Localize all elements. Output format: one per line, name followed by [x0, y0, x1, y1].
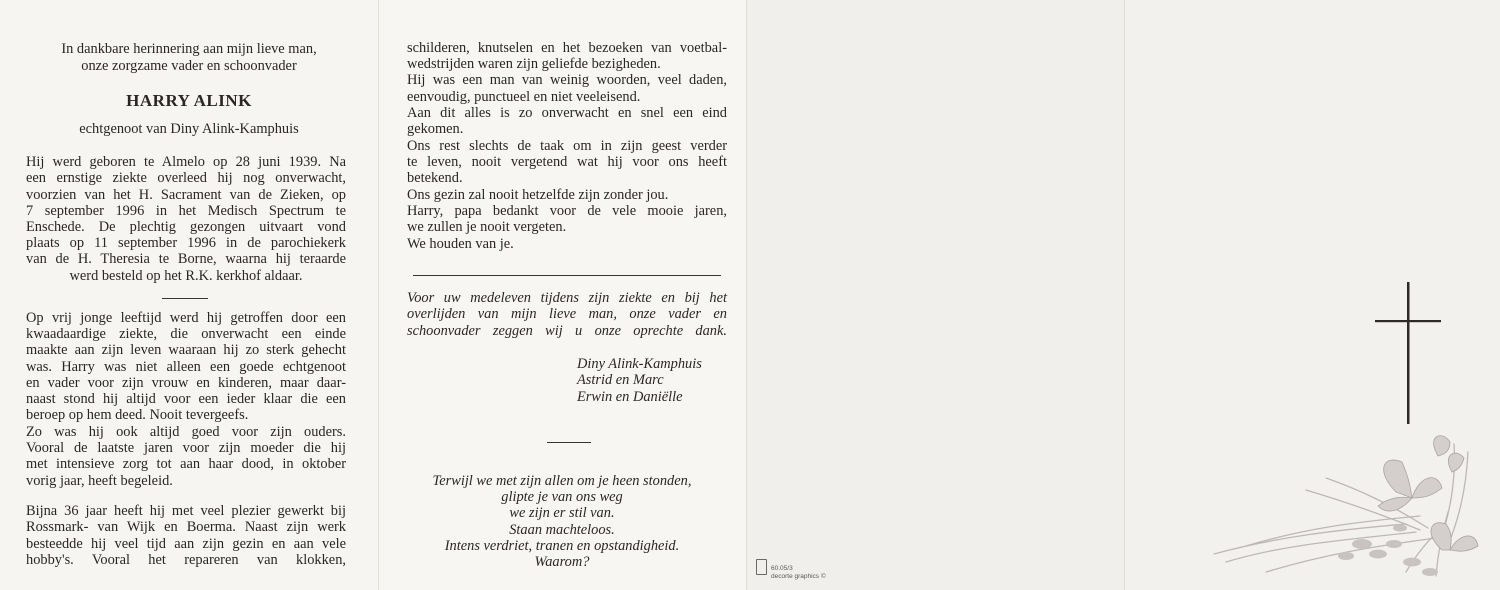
text-line: Zo was hij ook altijd goed voor zijn ouders.: [26, 424, 346, 440]
divider: [162, 298, 208, 299]
text-line: maakte aan zijn leven waaraan hij zo sterk gehecht: [26, 342, 346, 358]
text-line: werd besteld op het R.K. kerkhof aldaar.: [69, 268, 303, 284]
intro-line: In dankbare herinnering aan mijn lieve man,: [61, 41, 317, 57]
text-line: Bijna 36 jaar heeft hij met veel plezier gewerkt bij: [26, 503, 346, 519]
fold-line: [1124, 0, 1125, 590]
text-line: voorzien van het H. Sacrament van de Zieken, op: [26, 187, 346, 203]
cross-icon: [1370, 280, 1446, 426]
text-line: Vooral de laatste jaren voor zijn moeder die hij: [26, 440, 346, 456]
text-line: en vader voor zijn vrouw en kinderen, maar daar-: [26, 375, 346, 391]
text-line: Hij was een man van weinig woorden, veel daden,: [407, 72, 727, 88]
text-line: Enschede. De plechtig gezongen uitvaart vond: [26, 219, 346, 235]
spouse-line: echtgenoot van Diny Alink-Kamphuis: [79, 121, 299, 137]
text-line: Ons rest slechts de taak om in zijn geest verder: [407, 138, 727, 154]
poem-line: Terwijl we met zijn allen om je heen stonden,: [432, 473, 692, 489]
thanks-line: Voor uw medeleven tijdens zijn ziekte en bij het: [407, 290, 727, 306]
printer-logo-icon: [756, 559, 767, 575]
text-line: een ernstige ziekte overleed hij nog onverwacht,: [26, 170, 346, 186]
poem-line: Waarom?: [534, 554, 590, 570]
text-line: hobby's. Vooral het repareren van klokken,: [26, 552, 346, 568]
signature-line: Erwin en Daniëlle: [577, 389, 683, 405]
text-line: Ons gezin zal nooit hetzelfde zijn zonder jou.: [407, 187, 669, 203]
text-line: te leven, nooit vergetend wat hij voor ons heeft: [407, 154, 727, 170]
divider: [413, 275, 721, 276]
text-line: met intensieve zorg tot aan haar dood, in oktober: [26, 456, 346, 472]
printer-code: 60.05/3: [771, 565, 793, 572]
text-line: was. Harry was niet alleen een goede echtgenoot: [26, 359, 346, 375]
text-line: Hij werd geboren te Almelo op 28 juni 1939. Na: [26, 154, 346, 170]
fold-line: [746, 0, 747, 590]
text-line: plaats op 11 september 1996 in de parochiekerk: [26, 235, 346, 251]
text-line: gekomen.: [407, 121, 464, 137]
divider: [547, 442, 591, 443]
text-line: beroep op hem deed. Nooit tevergeefs.: [26, 407, 249, 423]
thanks-line: schoonvader zeggen wij u onze oprechte dank.: [407, 323, 727, 339]
poem-line: glipte je van ons weg: [501, 489, 623, 505]
poem-line: we zijn er stil van.: [509, 505, 615, 521]
text-line: 7 september 1996 in het Medisch Spectrum te: [26, 203, 346, 219]
signature-line: Diny Alink-Kamphuis: [577, 356, 702, 372]
text-line: naast stond hij altijd voor een ieder klaar die een: [26, 391, 346, 407]
printer-name: decorte graphics ©: [771, 573, 826, 580]
poem-line: Intens verdriet, tranen en opstandigheid.: [444, 538, 680, 554]
text-line: wedstrijden waren zijn geliefde bezigheden.: [407, 56, 661, 72]
text-line: We houden van je.: [407, 236, 514, 252]
lily-bouquet-icon: [1206, 432, 1492, 582]
thanks-line: overlijden van mijn lieve man, onze vader en: [407, 306, 727, 322]
text-line: van de H. Theresia te Borne, waarna hij teraarde: [26, 251, 346, 267]
text-line: kwaadaardige ziekte, die onverwacht een einde: [26, 326, 346, 342]
signature-line: Astrid en Marc: [577, 372, 664, 388]
text-line: we zullen je nooit vergeten.: [407, 219, 567, 235]
deceased-name: HARRY ALINK: [126, 91, 252, 110]
text-line: Op vrij jonge leeftijd werd hij getroffen door een: [26, 310, 346, 326]
text-line: betekend.: [407, 170, 463, 186]
text-line: vorig jaar, heeft begeleid.: [26, 473, 173, 489]
poem-line: Staan machteloos.: [509, 522, 615, 538]
card-panel-left: [0, 0, 378, 590]
text-line: eenvoudig, punctueel en niet veeleisend.: [407, 89, 641, 105]
card-panel-blank: [746, 0, 1124, 590]
text-line: Rossmark- van Wijk en Boerma. Naast zijn werk: [26, 519, 346, 535]
text-line: Harry, papa bedankt voor de vele mooie jaren,: [407, 203, 727, 219]
intro-line: onze zorgzame vader en schoonvader: [81, 58, 297, 74]
text-line: Aan dit alles is zo onverwacht en snel een eind: [407, 105, 727, 121]
text-line: schilderen, knutselen en het bezoeken van voetbal-: [407, 40, 727, 56]
text-line: besteedde hij veel tijd aan zijn gezin en aan vele: [26, 536, 346, 552]
